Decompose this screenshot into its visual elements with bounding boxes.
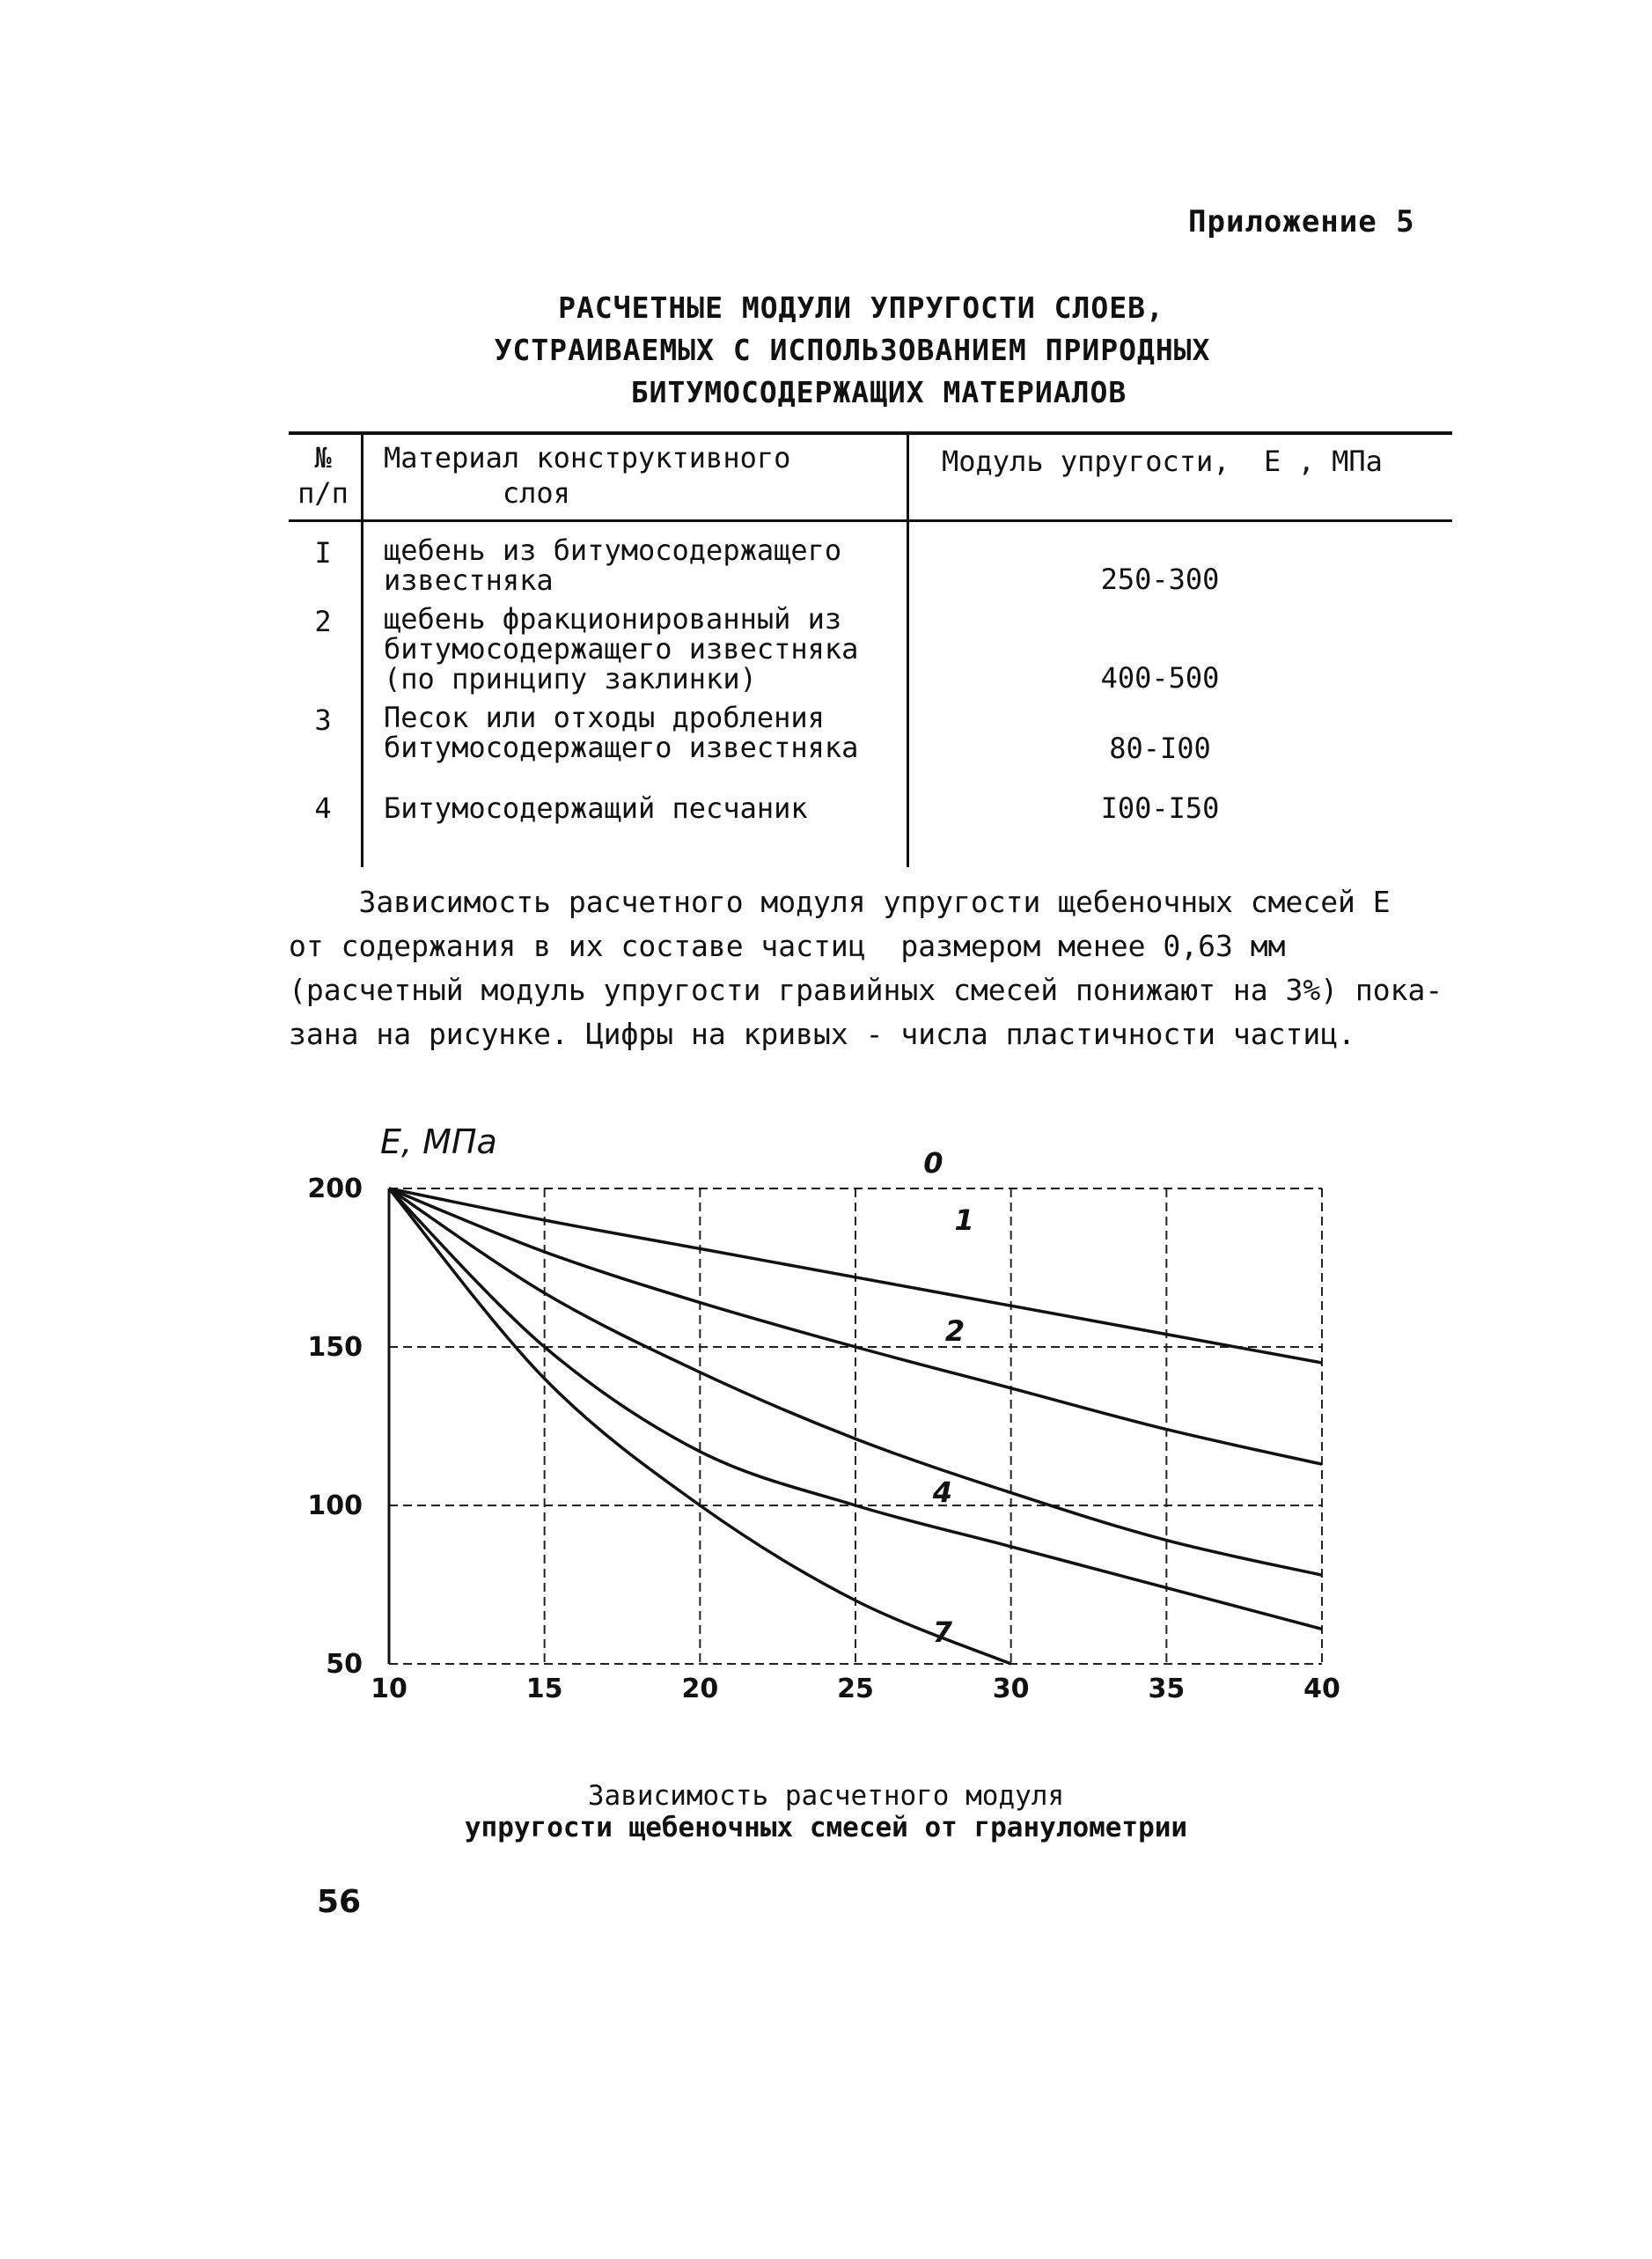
y-axis-label: E, МПа xyxy=(380,1122,497,1161)
row-2-value: 400-500 xyxy=(1100,661,1220,695)
curve-label: 2 xyxy=(944,1313,966,1348)
row-4-num: 4 xyxy=(314,791,332,825)
appendix-label: Приложение 5 xyxy=(1188,204,1415,239)
row-4-value: I00-I50 xyxy=(1100,791,1220,825)
x-tick-label: 30 xyxy=(992,1674,1030,1704)
table-col-divider-2 xyxy=(907,431,909,867)
y-tick-label: 100 xyxy=(307,1490,363,1521)
x-tick-label: 35 xyxy=(1148,1674,1186,1704)
row-4-material: Битумосодержащий песчаник xyxy=(384,791,808,825)
y-tick-label: 200 xyxy=(307,1174,363,1204)
x-tick-label: 40 xyxy=(1303,1674,1340,1704)
caption-line-2: упругости щебеночных смесей от гранулометрии xyxy=(464,1812,1188,1843)
modulus-chart xyxy=(290,1100,1382,1720)
header-num: № п/п xyxy=(297,441,349,510)
row-3-value: 80-I00 xyxy=(1109,732,1211,765)
row-1-value: 250-300 xyxy=(1100,563,1220,596)
y-tick-label: 50 xyxy=(326,1649,363,1680)
row-2-num: 2 xyxy=(314,605,332,638)
row-3-num: 3 xyxy=(314,703,332,737)
x-tick-label: 15 xyxy=(525,1674,563,1704)
table-header-rule xyxy=(289,519,1452,522)
paragraph-line-2: от содержания в их составе частиц размером менее 0,63 мм xyxy=(289,929,1286,963)
title-line-1: РАСЧЕТНЫЕ МОДУЛИ УПРУГОСТИ СЛОЕВ, xyxy=(558,291,1164,325)
header-modulus: Модуль упругости, E , МПа xyxy=(942,445,1383,478)
paragraph-line-4: зана на рисунке. Цифры на кривых - числа пластичности частиц. xyxy=(289,1017,1355,1051)
row-1-material: щебень из битумосодержащего известняка xyxy=(384,533,842,597)
row-2-material: щебень фракционированный из битумосодержащего известняка (по принципу заклинки) xyxy=(384,602,859,695)
modulus-chart-svg xyxy=(290,1100,1382,1717)
x-tick-label: 10 xyxy=(371,1674,407,1704)
title-line-3: БИТУМОСОДЕРЖАЩИХ МАТЕРИАЛОВ xyxy=(630,375,1127,409)
page-number: 56 xyxy=(317,1884,362,1920)
row-1-num: I xyxy=(314,536,332,570)
curve-label: 4 xyxy=(932,1475,953,1510)
row-3-material: Песок или отходы дробления битумосодержащего известняка xyxy=(384,701,859,764)
x-tick-label: 25 xyxy=(837,1674,874,1704)
paragraph-line-3: (расчетный модуль упругости гравийных смесей понижают на 3%) пока- xyxy=(289,973,1443,1007)
modulus-table xyxy=(289,431,1452,872)
x-tick-label: 20 xyxy=(681,1674,719,1704)
table-top-rule xyxy=(289,431,1452,435)
y-tick-label: 150 xyxy=(307,1332,363,1363)
title-line-2: УСТРАИВАЕМЫХ С ИСПОЛЬЗОВАНИЕМ ПРИРОДНЫХ xyxy=(494,333,1211,367)
curve-label: 0 xyxy=(923,1146,943,1180)
paragraph-line-1: Зависимость расчетного модуля упругости щебеночных смесей E xyxy=(289,885,1391,919)
curve-label: 1 xyxy=(954,1203,974,1237)
header-material: Материал конструктивного слоя xyxy=(384,441,791,510)
curve-label: 7 xyxy=(932,1615,953,1649)
caption-line-1: Зависимость расчетного модуля xyxy=(587,1780,1065,1812)
series-line-1 xyxy=(389,1188,1322,1464)
